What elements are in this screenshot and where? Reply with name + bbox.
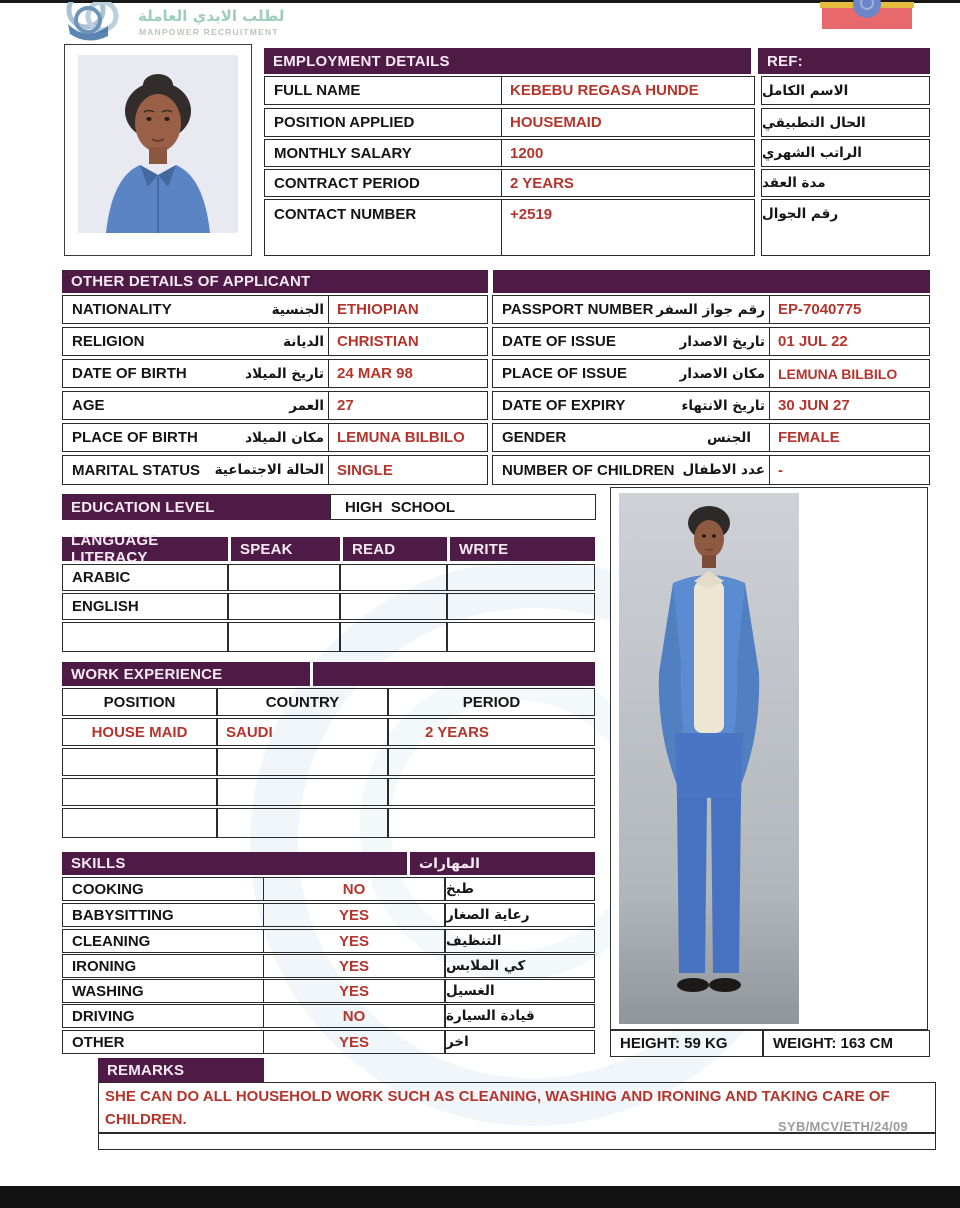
education-level-value: HIGH SCHOOL xyxy=(330,494,596,520)
field-label-arabic: الحال التطبيقي xyxy=(761,108,930,137)
field-label-arabic: الاسم الكامل xyxy=(761,76,930,105)
skill-name-arabic: قيادة السيارة xyxy=(445,1004,595,1028)
detail-row xyxy=(492,327,930,356)
agency-logo xyxy=(58,2,288,44)
column-header: LANGUAGE LITERACY xyxy=(62,537,228,561)
position-cell xyxy=(62,808,217,838)
skill-name-arabic: طبخ xyxy=(445,877,595,901)
field-value: 30 JUN 27 xyxy=(769,391,930,420)
skill-name-arabic: اخر xyxy=(445,1030,595,1054)
speak-cell xyxy=(228,593,340,620)
skill-row xyxy=(62,1030,595,1054)
field-value: +2519 xyxy=(501,199,755,256)
position-cell xyxy=(62,748,217,776)
work-columns-row xyxy=(62,688,595,716)
skill-value: NO xyxy=(263,877,445,901)
field-value: 1200 xyxy=(501,139,755,167)
other-details-left-table xyxy=(62,270,488,487)
work-experience-header xyxy=(62,662,310,686)
read-cell xyxy=(340,593,447,620)
field-value: KEBEBU REGASA HUNDE xyxy=(501,76,755,105)
field-label: CONTRACT PERIOD xyxy=(264,169,501,197)
employment-details-table xyxy=(264,48,930,257)
skill-name-arabic: رعاية الصغار xyxy=(445,903,595,927)
language-row xyxy=(62,622,595,652)
field-value: LEMUNA BILBILO xyxy=(769,359,930,388)
detail-row xyxy=(62,423,488,452)
field-label: DATE OF BIRTH تاريخ الميلاد xyxy=(62,359,328,388)
field-value: ETHIOPIAN xyxy=(328,295,488,324)
detail-row xyxy=(62,391,488,420)
skill-name: IRONING xyxy=(62,954,263,978)
skill-name: OTHER xyxy=(62,1030,263,1054)
field-label: POSITION APPLIED xyxy=(264,108,501,137)
period-cell: 2 YEARS xyxy=(388,718,595,746)
other-details-section xyxy=(62,270,930,487)
ethiopia-flag xyxy=(820,0,914,30)
period-cell xyxy=(388,778,595,806)
full-body-photo-frame xyxy=(610,487,928,1030)
skill-row xyxy=(62,954,595,978)
logo-english-text: MANPOWER RECRUITMENT xyxy=(139,27,279,37)
field-value: CHRISTIAN xyxy=(328,327,488,356)
write-cell xyxy=(447,622,595,652)
skill-value: YES xyxy=(263,903,445,927)
section-title: WORK EXPERIENCE xyxy=(71,665,223,683)
country-cell xyxy=(217,778,388,806)
language-row xyxy=(62,564,595,591)
field-label-arabic: رقم الجوال xyxy=(761,199,930,256)
education-level-header xyxy=(62,494,330,520)
work-row xyxy=(62,718,595,746)
skill-row xyxy=(62,979,595,1003)
field-label: PLACE OF BIRTH مكان الميلاد xyxy=(62,423,328,452)
skill-name: DRIVING xyxy=(62,1004,263,1028)
field-value: HOUSEMAID xyxy=(501,108,755,137)
section-title-arabic: المهارات xyxy=(419,855,480,872)
field-label: MONTHLY SALARY xyxy=(264,139,501,167)
ref-label: REF: xyxy=(767,52,803,70)
field-label-arabic: مدة العقد xyxy=(761,169,930,197)
skills-table xyxy=(62,852,595,1054)
skill-name: WASHING xyxy=(62,979,263,1003)
field-label: MARITAL STATUS الحالة الاجتماعية xyxy=(62,455,328,485)
employment-row xyxy=(264,76,930,105)
write-cell xyxy=(447,593,595,620)
field-label: RELIGION الديانة xyxy=(62,327,328,356)
skill-row xyxy=(62,903,595,927)
language-name xyxy=(62,622,228,652)
field-label-arabic: الراتب الشهري xyxy=(761,139,930,167)
position-cell: HOUSE MAID xyxy=(62,718,217,746)
remarks-box xyxy=(98,1082,936,1150)
remarks-text: SHE CAN DO ALL HOUSEHOLD WORK SUCH AS CLEANING, WASHING AND IRONING AND TAKING CARE OF CHILDREN. xyxy=(105,1088,890,1129)
column-header: SPEAK xyxy=(231,537,340,561)
read-cell xyxy=(340,564,447,591)
skill-value: YES xyxy=(263,1030,445,1054)
section-title: REMARKS xyxy=(107,1061,185,1079)
field-label: PLACE OF ISSUE مكان الاصدار xyxy=(492,359,769,388)
employment-row xyxy=(264,139,930,167)
period-cell xyxy=(388,808,595,838)
write-cell xyxy=(447,564,595,591)
reference-stamp-code: SYB/MCV/ETH/24/09 xyxy=(778,1119,909,1134)
detail-row xyxy=(62,359,488,388)
section-title: EDUCATION LEVEL xyxy=(71,498,215,516)
employment-row xyxy=(264,199,930,256)
field-value: SINGLE xyxy=(328,455,488,485)
field-value: 27 xyxy=(328,391,488,420)
skills-header-arabic xyxy=(410,852,595,875)
field-label: GENDER الجنس xyxy=(492,423,769,452)
ref-header xyxy=(758,48,930,74)
skill-row xyxy=(62,877,595,901)
detail-row xyxy=(492,391,930,420)
detail-row xyxy=(62,327,488,356)
other-details-right-table xyxy=(492,270,930,487)
employment-row xyxy=(264,169,930,197)
field-value: 24 MAR 98 xyxy=(328,359,488,388)
period-cell xyxy=(388,748,595,776)
field-label: DATE OF ISSUE تاريخ الاصدار xyxy=(492,327,769,356)
skill-value: YES xyxy=(263,954,445,978)
skills-header xyxy=(62,852,407,875)
skill-name-arabic: التنظيف xyxy=(445,929,595,953)
country-cell xyxy=(217,808,388,838)
column-header: WRITE xyxy=(450,537,595,561)
skill-name-arabic: كي الملابس xyxy=(445,954,595,978)
field-value: 01 JUL 22 xyxy=(769,327,930,356)
detail-row xyxy=(492,295,930,324)
detail-row xyxy=(492,455,930,485)
language-name: ENGLISH xyxy=(62,593,228,620)
work-row xyxy=(62,808,595,838)
speak-cell xyxy=(228,622,340,652)
column-header: COUNTRY xyxy=(217,688,388,716)
employment-details-header xyxy=(264,48,751,74)
applicant-full-body-photo xyxy=(619,493,799,1024)
portrait-photo-frame xyxy=(64,44,252,256)
skill-name: BABYSITTING xyxy=(62,903,263,927)
field-label: AGE العمر xyxy=(62,391,328,420)
height-cell: HEIGHT: 59 KG xyxy=(610,1030,763,1057)
field-value: EP-7040775 xyxy=(769,295,930,324)
field-value: FEMALE xyxy=(769,423,930,452)
field-value: - xyxy=(769,455,930,485)
detail-row xyxy=(492,359,930,388)
detail-row xyxy=(492,423,930,452)
page-bottom-bar xyxy=(0,1186,960,1208)
field-label: FULL NAME xyxy=(264,76,501,105)
field-label: NUMBER OF CHILDREN عدد الاطفال xyxy=(492,455,769,485)
skill-row xyxy=(62,929,595,953)
logo-arabic-text: لطلب الايدي العاملة xyxy=(138,7,285,25)
work-experience-table xyxy=(62,662,595,838)
country-cell xyxy=(217,748,388,776)
employment-row xyxy=(264,108,930,137)
read-cell xyxy=(340,622,447,652)
country-cell: SAUDI xyxy=(217,718,388,746)
skill-name: COOKING xyxy=(62,877,263,901)
column-header: POSITION xyxy=(62,688,217,716)
section-title: OTHER DETAILS OF APPLICANT xyxy=(71,273,311,290)
work-experience-header-right xyxy=(313,662,595,686)
weight-cell: WEIGHT: 163 CM xyxy=(763,1030,930,1057)
skill-value: YES xyxy=(263,929,445,953)
speak-cell xyxy=(228,564,340,591)
detail-row xyxy=(62,295,488,324)
field-value: LEMUNA BILBILO xyxy=(328,423,488,452)
language-literacy-table xyxy=(62,532,595,655)
skill-value: NO xyxy=(263,1004,445,1028)
globe-logo-icon xyxy=(58,2,134,42)
column-header: PERIOD xyxy=(388,688,595,716)
field-label: CONTACT NUMBER xyxy=(264,199,501,256)
detail-row xyxy=(62,455,488,485)
applicant-portrait-photo xyxy=(78,55,238,233)
section-title: EMPLOYMENT DETAILS xyxy=(273,52,450,70)
work-row xyxy=(62,778,595,806)
field-label: DATE OF EXPIRY تاريخ الانتهاء xyxy=(492,391,769,420)
skill-name: CLEANING xyxy=(62,929,263,953)
language-row xyxy=(62,593,595,620)
skill-row xyxy=(62,1004,595,1028)
column-header: READ xyxy=(343,537,447,561)
position-cell xyxy=(62,778,217,806)
language-name: ARABIC xyxy=(62,564,228,591)
skill-value: YES xyxy=(263,979,445,1003)
section-title: SKILLS xyxy=(71,855,126,872)
field-label: NATIONALITY الجنسية xyxy=(62,295,328,324)
skill-name-arabic: الغسيل xyxy=(445,979,595,1003)
field-value: 2 YEARS xyxy=(501,169,755,197)
remarks-header xyxy=(98,1058,264,1082)
work-row xyxy=(62,748,595,776)
field-label: PASSPORT NUMBER رقم جواز السفر xyxy=(492,295,769,324)
